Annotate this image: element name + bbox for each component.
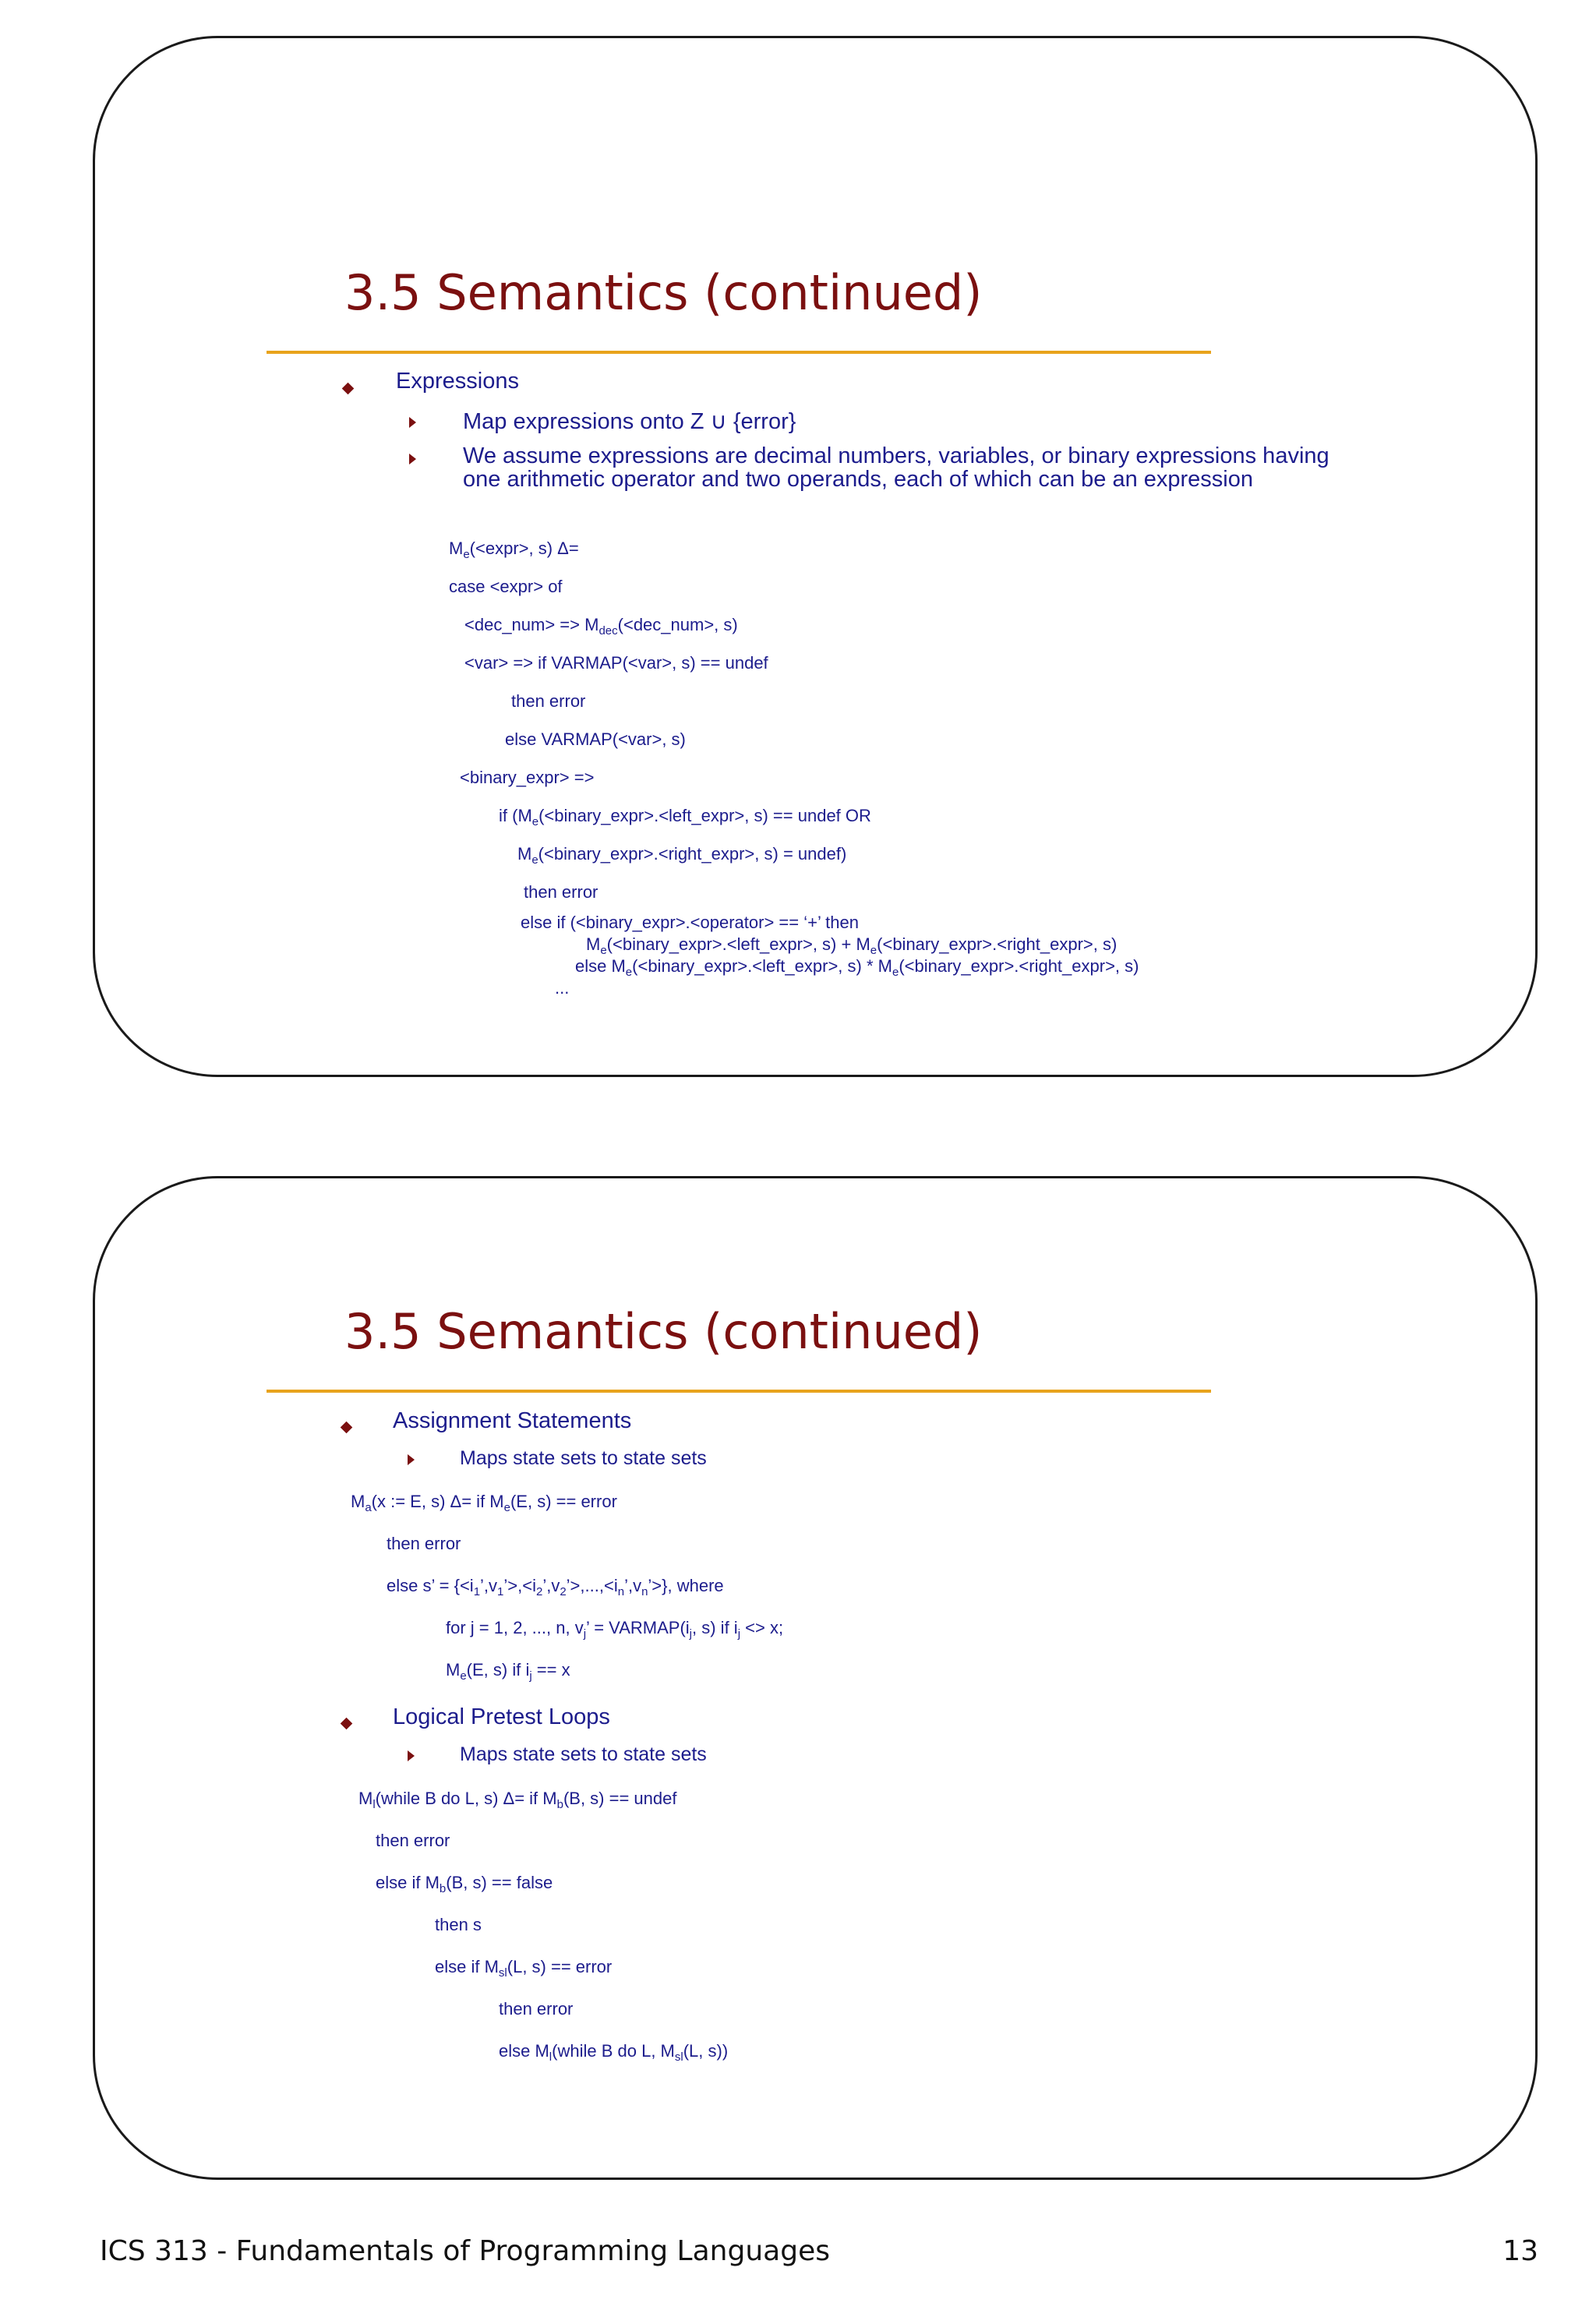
title-underline <box>267 351 1211 354</box>
code-line: then s <box>435 1915 482 1934</box>
code-line: else if $M_{sl}(L$, s) == error <box>435 1957 613 1980</box>
code-line: then error <box>511 691 586 711</box>
code-line: else if (<binary_expr>.<operator> == ‘+’ then <box>521 913 859 932</box>
footer-page-number: 13 <box>1502 2235 1538 2267</box>
triangle-bullet-icon <box>409 454 416 464</box>
sub-bullet-assumption: We assume expressions are decimal numbers, variables, or binary expressions having one arithmetic operator and two operands, each of which can be an expression <box>463 443 1329 492</box>
code-line: $M_e(<binary\_\exp r>.<right\_\exp r>$, s) = undef) <box>517 844 847 867</box>
slide-1 <box>93 36 1538 1077</box>
bullet-logical-pretest-loops: Logical Pretest Loops <box>393 1704 610 1729</box>
diamond-bullet-icon <box>341 1718 353 1730</box>
triangle-bullet-icon <box>408 1750 415 1761</box>
title-underline <box>267 1390 1211 1393</box>
code-line: <dec_num> => $M_{dec}(<dec\_num>$, s) <box>464 615 738 638</box>
bullet-expressions: Expressions <box>396 369 519 394</box>
code-line: <binary_expr> => <box>460 768 595 787</box>
code-line: if ($M_e(<binary\_\exp r>.<left\_\exp r>$, s) == undef OR <box>499 806 871 828</box>
code-line: $M_e(E$, s) if $i_j == x$ <box>446 1660 570 1683</box>
bullet-assignment-statements: Assignment Statements <box>393 1408 632 1433</box>
code-line: then error <box>524 882 598 902</box>
code-line: $M_a(x$ := E, s) Δ= if $M_e(E$, s) == error <box>351 1492 617 1514</box>
code-line: case <expr> of <box>449 577 563 596</box>
code-line: then error <box>387 1534 461 1553</box>
triangle-bullet-icon <box>408 1454 415 1465</box>
code-line: ... <box>555 978 570 998</box>
code-line: $M_l(while$ B do L, s) Δ= if $M_b(B$, s) == undef <box>358 1789 677 1811</box>
footer-course-title: ICS 313 - Fundamentals of Programming Languages <box>100 2235 830 2267</box>
diamond-bullet-icon <box>341 1422 353 1434</box>
slide-2 <box>93 1176 1538 2180</box>
sub-bullet-maps-state-sets: Maps state sets to state sets <box>460 1447 707 1469</box>
slide-2-title: 3.5 Semantics (continued) <box>344 1303 983 1360</box>
slide-1-title: 3.5 Semantics (continued) <box>344 264 983 321</box>
code-line: else VARMAP(<var>, s) <box>505 729 686 749</box>
code-line: for j = 1, 2, ..., n, $v_j$’ = $VARMAP(i_j$, s) if $i_j <> x$; <box>446 1618 784 1641</box>
sub-bullet-maps-state-sets: Maps state sets to state sets <box>460 1743 707 1765</box>
diamond-bullet-icon <box>342 383 355 395</box>
sub-bullet-map-expressions: Map expressions onto Z ∪ {error} <box>463 409 796 434</box>
code-line: $M_e(<\exp r>$, s) Δ= <box>449 539 579 561</box>
code-line: else $M_e(<binary\_\exp r>.<left\_\exp r>$, $s) * M_e(<binary\_\exp r>.<right\_\exp r>$, s) <box>575 956 1139 979</box>
code-line: else s’ = $\{<i_1’,v_1’>,<i_2’,v_2’>,...,<i_n’,v_n’>\}$, where <box>387 1576 724 1598</box>
code-line: then error <box>499 1999 574 2019</box>
triangle-bullet-icon <box>409 417 416 428</box>
code-line: <var> => if VARMAP(<var>, s) == undef <box>464 653 768 673</box>
code-line: $M_e(<binary\_\exp r>.<left\_\exp r>$, $s) + M_e(<binary\_\exp r>.<right\_\exp r>$, s) <box>586 934 1118 957</box>
code-line: else $M_l(while$ B do L, $M_{sl}(L$, s)) <box>499 2041 729 2064</box>
code-line: then error <box>376 1831 450 1850</box>
code-line: else if $M_b(B$, s) == false <box>376 1873 553 1895</box>
